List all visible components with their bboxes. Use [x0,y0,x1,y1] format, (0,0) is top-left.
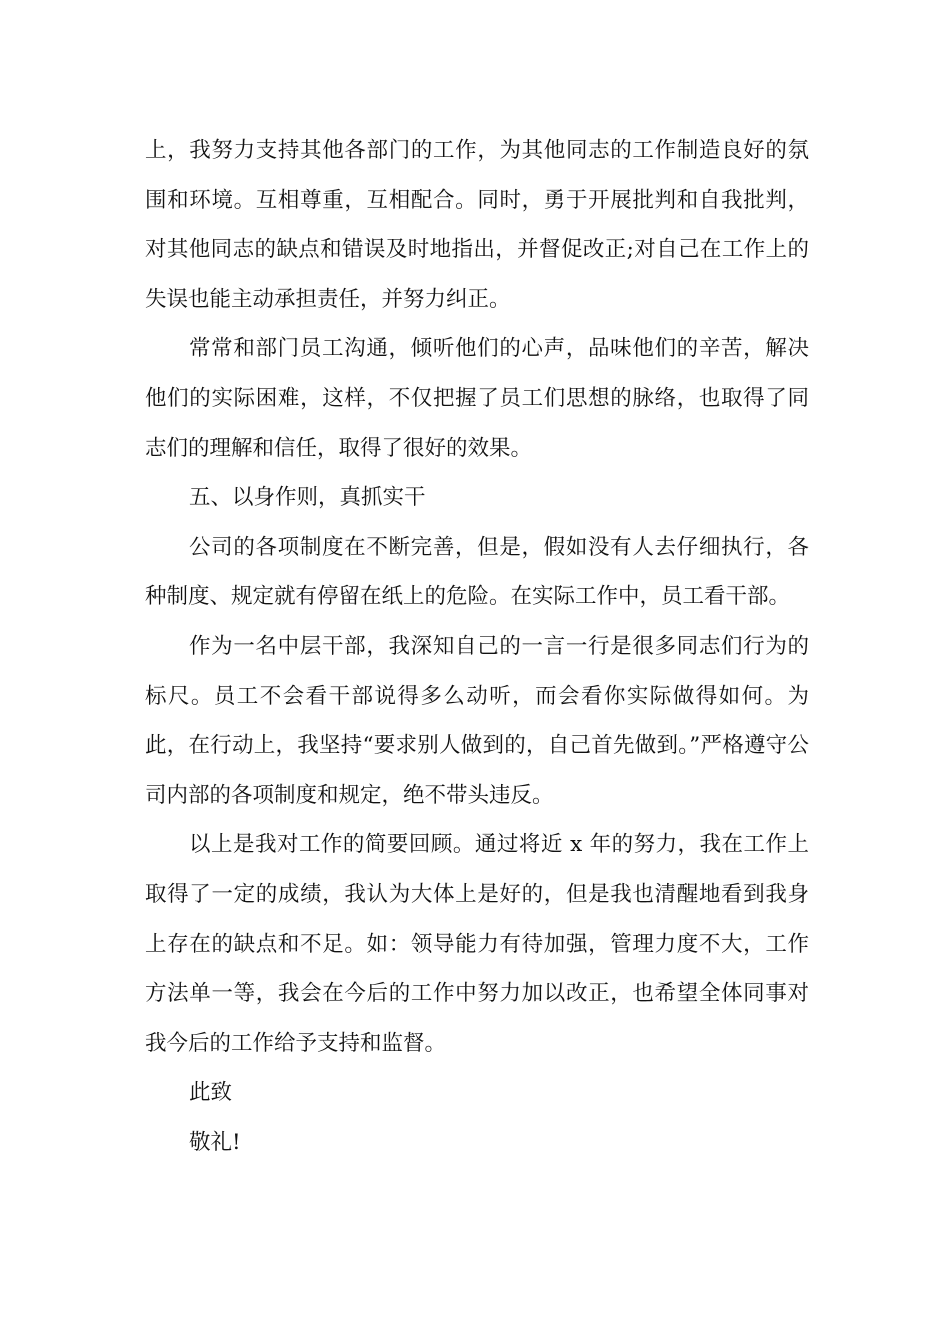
document-body [145,126,809,1167]
paragraph-middle-manager: 作为一名中层干部，我深知自己的一言一行是很多同志们行为的标尺。员工不会看干部说得多么动听，而会看你实际做得如何。为此，在行动上，我坚持“要求别人做到的，自己首先做到。”严格遵守公司内部的各项制度和规定，绝不带头违反。 [145,633,809,808]
paragraph-summary: 以上是我对工作的简要回顾。通过将近 x 年的努力，我在工作上取得了一定的成绩，我认为大体上是好的，但是我也清醒地看到我身上存在的缺点和不足。如：领导能力有待加强，管理力度不大，工作方法单一等，我会在今后的工作中努力加以改正，也希望全体同事对我今后的工作给予支持和监督。 [145,832,809,1056]
paragraph-cooperation: 上，我努力支持其他各部门的工作，为其他同志的工作制造良好的氛围和环境。互相尊重，互相配合。同时，勇于开展批判和自我批判，对其他同志的缺点和错误及时地指出，并督促改正;对自己在工作上的失误也能主动承担责任，并努力纠正。 [145,138,809,312]
section-heading-lead-by-example: 五、以身作则，真抓实干 [189,485,426,511]
paragraph-company-rules: 公司的各项制度在不断完善，但是，假如没有人去仔细执行，各种制度、规定就有停留在纸上的危险。在实际工作中，员工看干部。 [145,534,809,610]
closing-salutation: 此致 [189,1080,233,1106]
closing-regards: 敬礼! [189,1129,241,1155]
paragraph-communication: 常常和部门员工沟通，倾听他们的心声，品味他们的辛苦，解决他们的实际困难，这样，不仅把握了员工们思想的脉络，也取得了同志们的理解和信任，取得了很好的效果。 [145,336,809,461]
